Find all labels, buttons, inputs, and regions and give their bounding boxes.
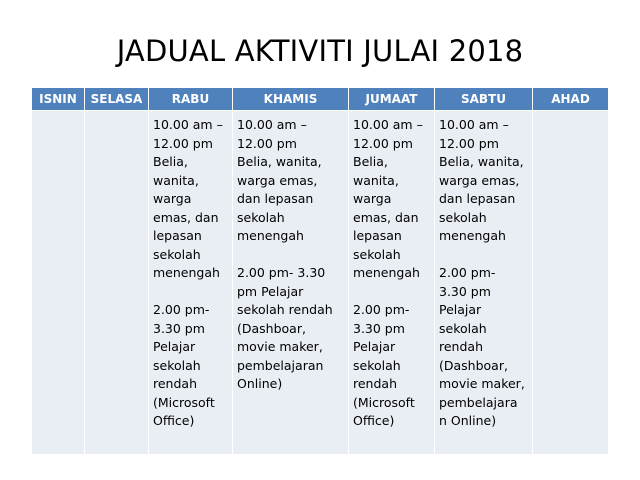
header-selasa: SELASA <box>85 88 149 111</box>
cell-rabu: 10.00 am – 12.00 pm Belia, wanita, warga emas, dan lepasan sekolah menengah 2.00 pm- 3.30 pm Pelajar sekolah rendah (Microsoft Office) <box>149 111 233 455</box>
header-rabu: RABU <box>149 88 233 111</box>
page-title: JADUAL AKTIVITI JULAI 2018 <box>116 34 524 68</box>
header-row <box>32 88 609 111</box>
header-jumaat: JUMAAT <box>349 88 435 111</box>
cell-sabtu: 10.00 am – 12.00 pm Belia, wanita, warga emas, dan lepasan sekolah menengah 2.00 pm- 3.30 pm Pelajar sekolah rendah (Dashboar, movie maker, pembelajara n Online) <box>435 111 533 455</box>
cell-ahad <box>533 111 609 455</box>
header-khamis: KHAMIS <box>233 88 349 111</box>
cell-khamis: 10.00 am – 12.00 pm Belia, wanita, warga emas, dan lepasan sekolah menengah 2.00 pm- 3.30 pm Pelajar sekolah rendah (Dashboar, movie maker, pembelajaran Online) <box>233 111 349 455</box>
header-sabtu: SABTU <box>435 88 533 111</box>
cell-selasa <box>85 111 149 455</box>
header-ahad: AHAD <box>533 88 609 111</box>
cell-isnin <box>32 111 85 455</box>
schedule-table <box>31 87 609 455</box>
table-row <box>32 111 609 455</box>
header-isnin: ISNIN <box>32 88 85 111</box>
cell-jumaat: 10.00 am – 12.00 pm Belia, wanita, warga emas, dan lepasan sekolah menengah 2.00 pm- 3.30 pm Pelajar sekolah rendah (Microsoft Office) <box>349 111 435 455</box>
